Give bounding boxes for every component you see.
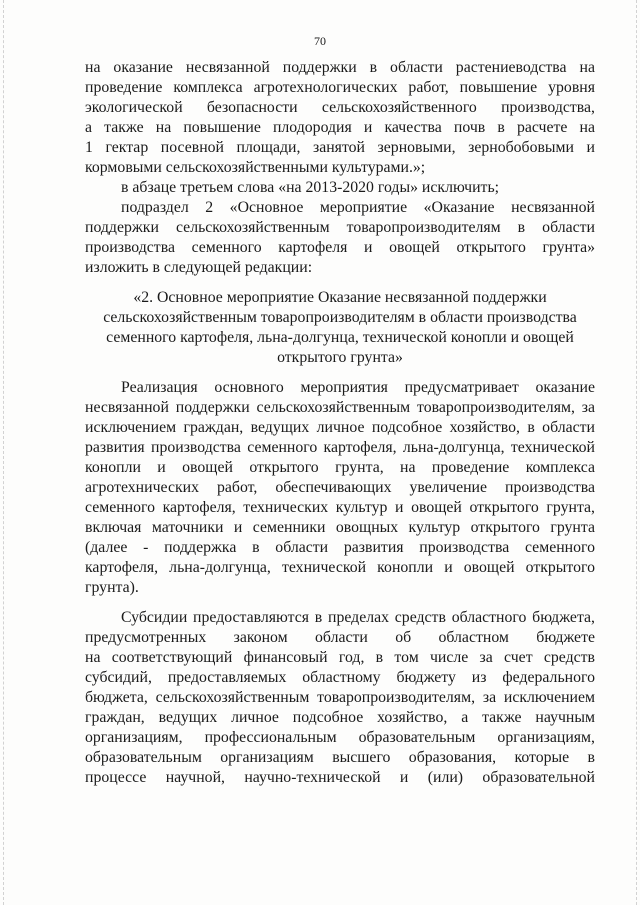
text-line: производства семенного картофеля и овощей открытого грунта» [85,239,595,256]
text-line: картофеля, льна-долгунца, технической конопли и овощей открытого [85,559,595,576]
text-line: экологической безопасности сельскохозяйственного производства, [85,99,595,116]
text-line: на оказание несвязанной поддержки в области растениеводства на [85,59,595,76]
paragraph-gap [85,598,595,608]
text-line: организациям, профессиональным образовательным организациям, [85,729,595,746]
text-line: конопли и овощей открытого грунта, на проведение комплекса [85,459,595,476]
text-line: изложить в следующей редакции: [85,259,313,276]
text-line: граждан, ведущих личное подсобное хозяйство, а также научным [85,709,595,726]
paragraph-gap [85,368,595,378]
section-heading-line: сельскохозяйственным товаропроизводителям в области производства [103,309,577,326]
scan-edge-left [3,0,4,905]
text-line: развития производства семенного картофеля, льна-долгунца, технической [85,439,595,456]
text-line: процессе научной, научно-технической и (или) образовательной [85,769,595,786]
scan-edge-right [636,0,637,905]
text-line: бюджета, сельскохозяйственным товаропроизводителям, за исключением [85,689,595,706]
section-heading-line: «2. Основное мероприятие Оказание несвязанной поддержки [133,289,547,306]
text-line: 1 гектар посевной площади, занятой зерновыми, зернобобовыми и [85,139,595,156]
text-line: кормовыми сельскохозяйственными культурами.»; [85,159,426,176]
text-line: несвязанной поддержки сельскохозяйственным товаропроизводителям, за [85,399,595,416]
body-text [85,58,595,788]
text-line: а также на повышение плодородия и качества почв в расчете на [85,119,595,136]
text-line: агротехнических работ, обеспечивающих увеличение производства [85,479,595,496]
text-line: грунта). [85,579,139,596]
text-line: в абзаце третьем слова «на 2013-2020 годы» исключить; [121,179,500,196]
section-heading-line: семенного картофеля, льна-долгунца, технической конопли и овощей [106,329,574,346]
text-line: субсидий, предоставляемых областному бюджету из федерального [85,669,595,686]
page-number: 70 [314,34,326,48]
text-line: предусмотренных законом области об областном бюджете [85,629,595,646]
text-line: образовательным организациям высшего образования, которые в [85,749,595,766]
text-line: подраздел 2 «Основное мероприятие «Оказание несвязанной [121,199,595,216]
text-line: поддержки сельскохозяйственным товаропроизводителям в области [85,219,595,236]
text-line: проведение комплекса агротехнологических работ, повышение уровня [85,79,595,96]
text-line: Субсидии предоставляются в пределах средств областного бюджета, [121,609,595,626]
text-line: на соответствующий финансовый год, в том числе за счет средств [85,649,595,666]
section-heading-line: открытого грунта» [277,349,403,366]
text-line: Реализация основного мероприятия предусматривает оказание [121,379,595,396]
paragraph-gap [85,278,595,288]
text-line: включая маточники и семенники овощных культур открытого грунта [85,519,595,536]
text-line: (далее - поддержка в области развития производства семенного [85,539,595,556]
text-line: семенного картофеля, технических культур и овощей открытого грунта, [85,499,595,516]
text-line: исключением граждан, ведущих личное подсобное хозяйство, в области [85,419,595,436]
